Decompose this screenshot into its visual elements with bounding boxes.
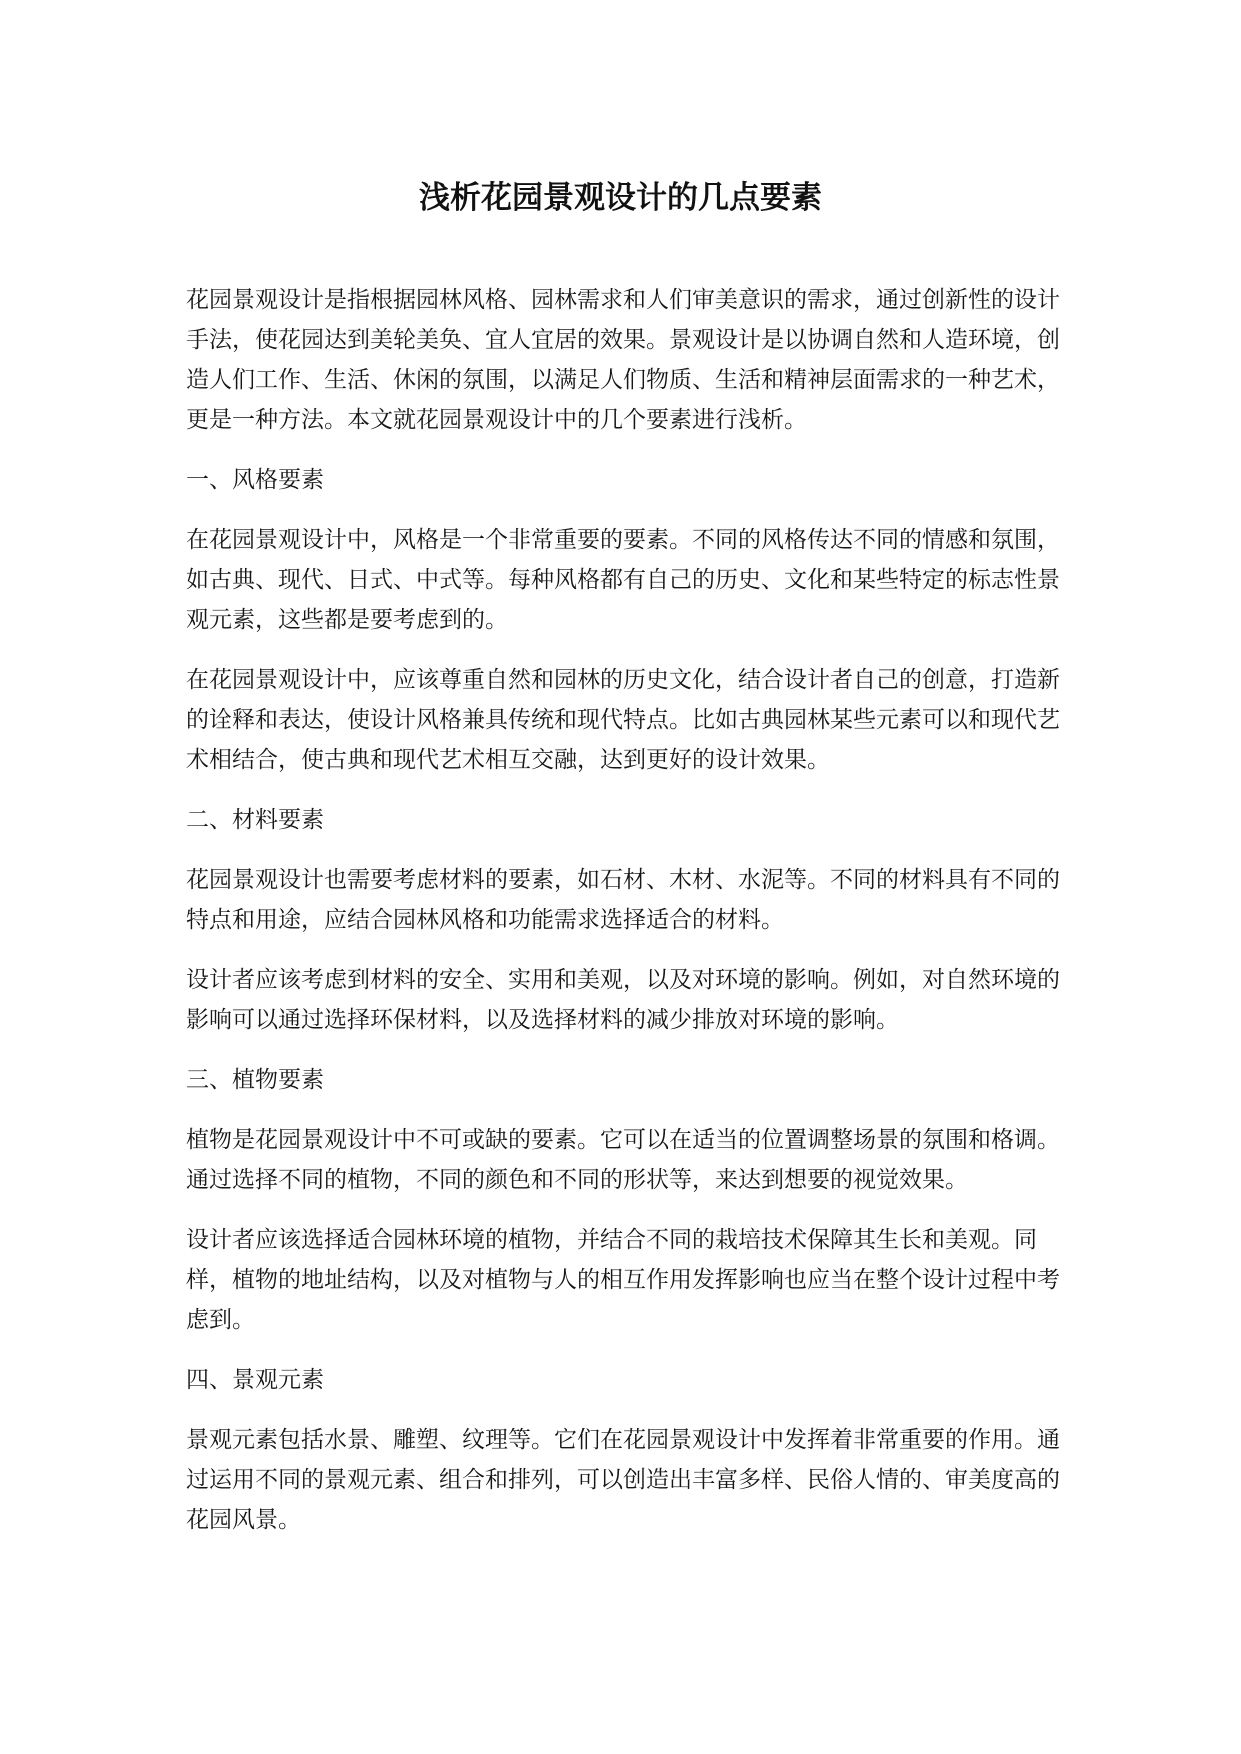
document-title: 浅析花园景观设计的几点要素 (419, 180, 822, 216)
section-heading-landscape: 四、景观元素 (186, 1367, 324, 1393)
plant-paragraph-2: 设计者应该选择适合园林环境的植物，并结合不同的栽培技术保障其生长和美观。同样，植物的地址结构，以及对植物与人的相互作用发挥影响也应当在整个设计过程中考虑到。 (186, 1227, 1060, 1333)
style-paragraph-1: 在花园景观设计中，风格是一个非常重要的要素。不同的风格传达不同的情感和氛围，如古典、现代、日式、中式等。每种风格都有自己的历史、文化和某些特定的标志性景观元素，这些都是要考虑到的。 (186, 527, 1060, 633)
plant-paragraph-1: 植物是花园景观设计中不可或缺的要素。它可以在适当的位置调整场景的氛围和格调。通过选择不同的植物，不同的颜色和不同的形状等，来达到想要的视觉效果。 (186, 1127, 1060, 1193)
document-body (186, 280, 1066, 1560)
section-heading-material: 二、材料要素 (186, 807, 324, 833)
landscape-paragraph-1: 景观元素包括水景、雕塑、纹理等。它们在花园景观设计中发挥着非常重要的作用。通过运用不同的景观元素、组合和排列，可以创造出丰富多样、民俗人情的、审美度高的花园风景。 (186, 1427, 1060, 1533)
section-heading-plant: 三、植物要素 (186, 1067, 324, 1093)
intro-paragraph: 花园景观设计是指根据园林风格、园林需求和人们审美意识的需求，通过创新性的设计手法，使花园达到美轮美奂、宜人宜居的效果。景观设计是以协调自然和人造环境，创造人们工作、生活、休闲的氛围，以满足人们物质、生活和精神层面需求的一种艺术，更是一种方法。本文就花园景观设计中的几个要素进行浅析。 (186, 287, 1060, 433)
material-paragraph-2: 设计者应该考虑到材料的安全、实用和美观，以及对环境的影响。例如，对自然环境的影响可以通过选择环保材料，以及选择材料的减少排放对环境的影响。 (186, 967, 1060, 1033)
style-paragraph-2: 在花园景观设计中，应该尊重自然和园林的历史文化，结合设计者自己的创意，打造新的诠释和表达，使设计风格兼具传统和现代特点。比如古典园林某些元素可以和现代艺术相结合，使古典和现代艺术相互交融，达到更好的设计效果。 (186, 667, 1060, 773)
material-paragraph-1: 花园景观设计也需要考虑材料的要素，如石材、木材、水泥等。不同的材料具有不同的特点和用途，应结合园林风格和功能需求选择适合的材料。 (186, 867, 1060, 933)
section-heading-style: 一、风格要素 (186, 467, 324, 493)
